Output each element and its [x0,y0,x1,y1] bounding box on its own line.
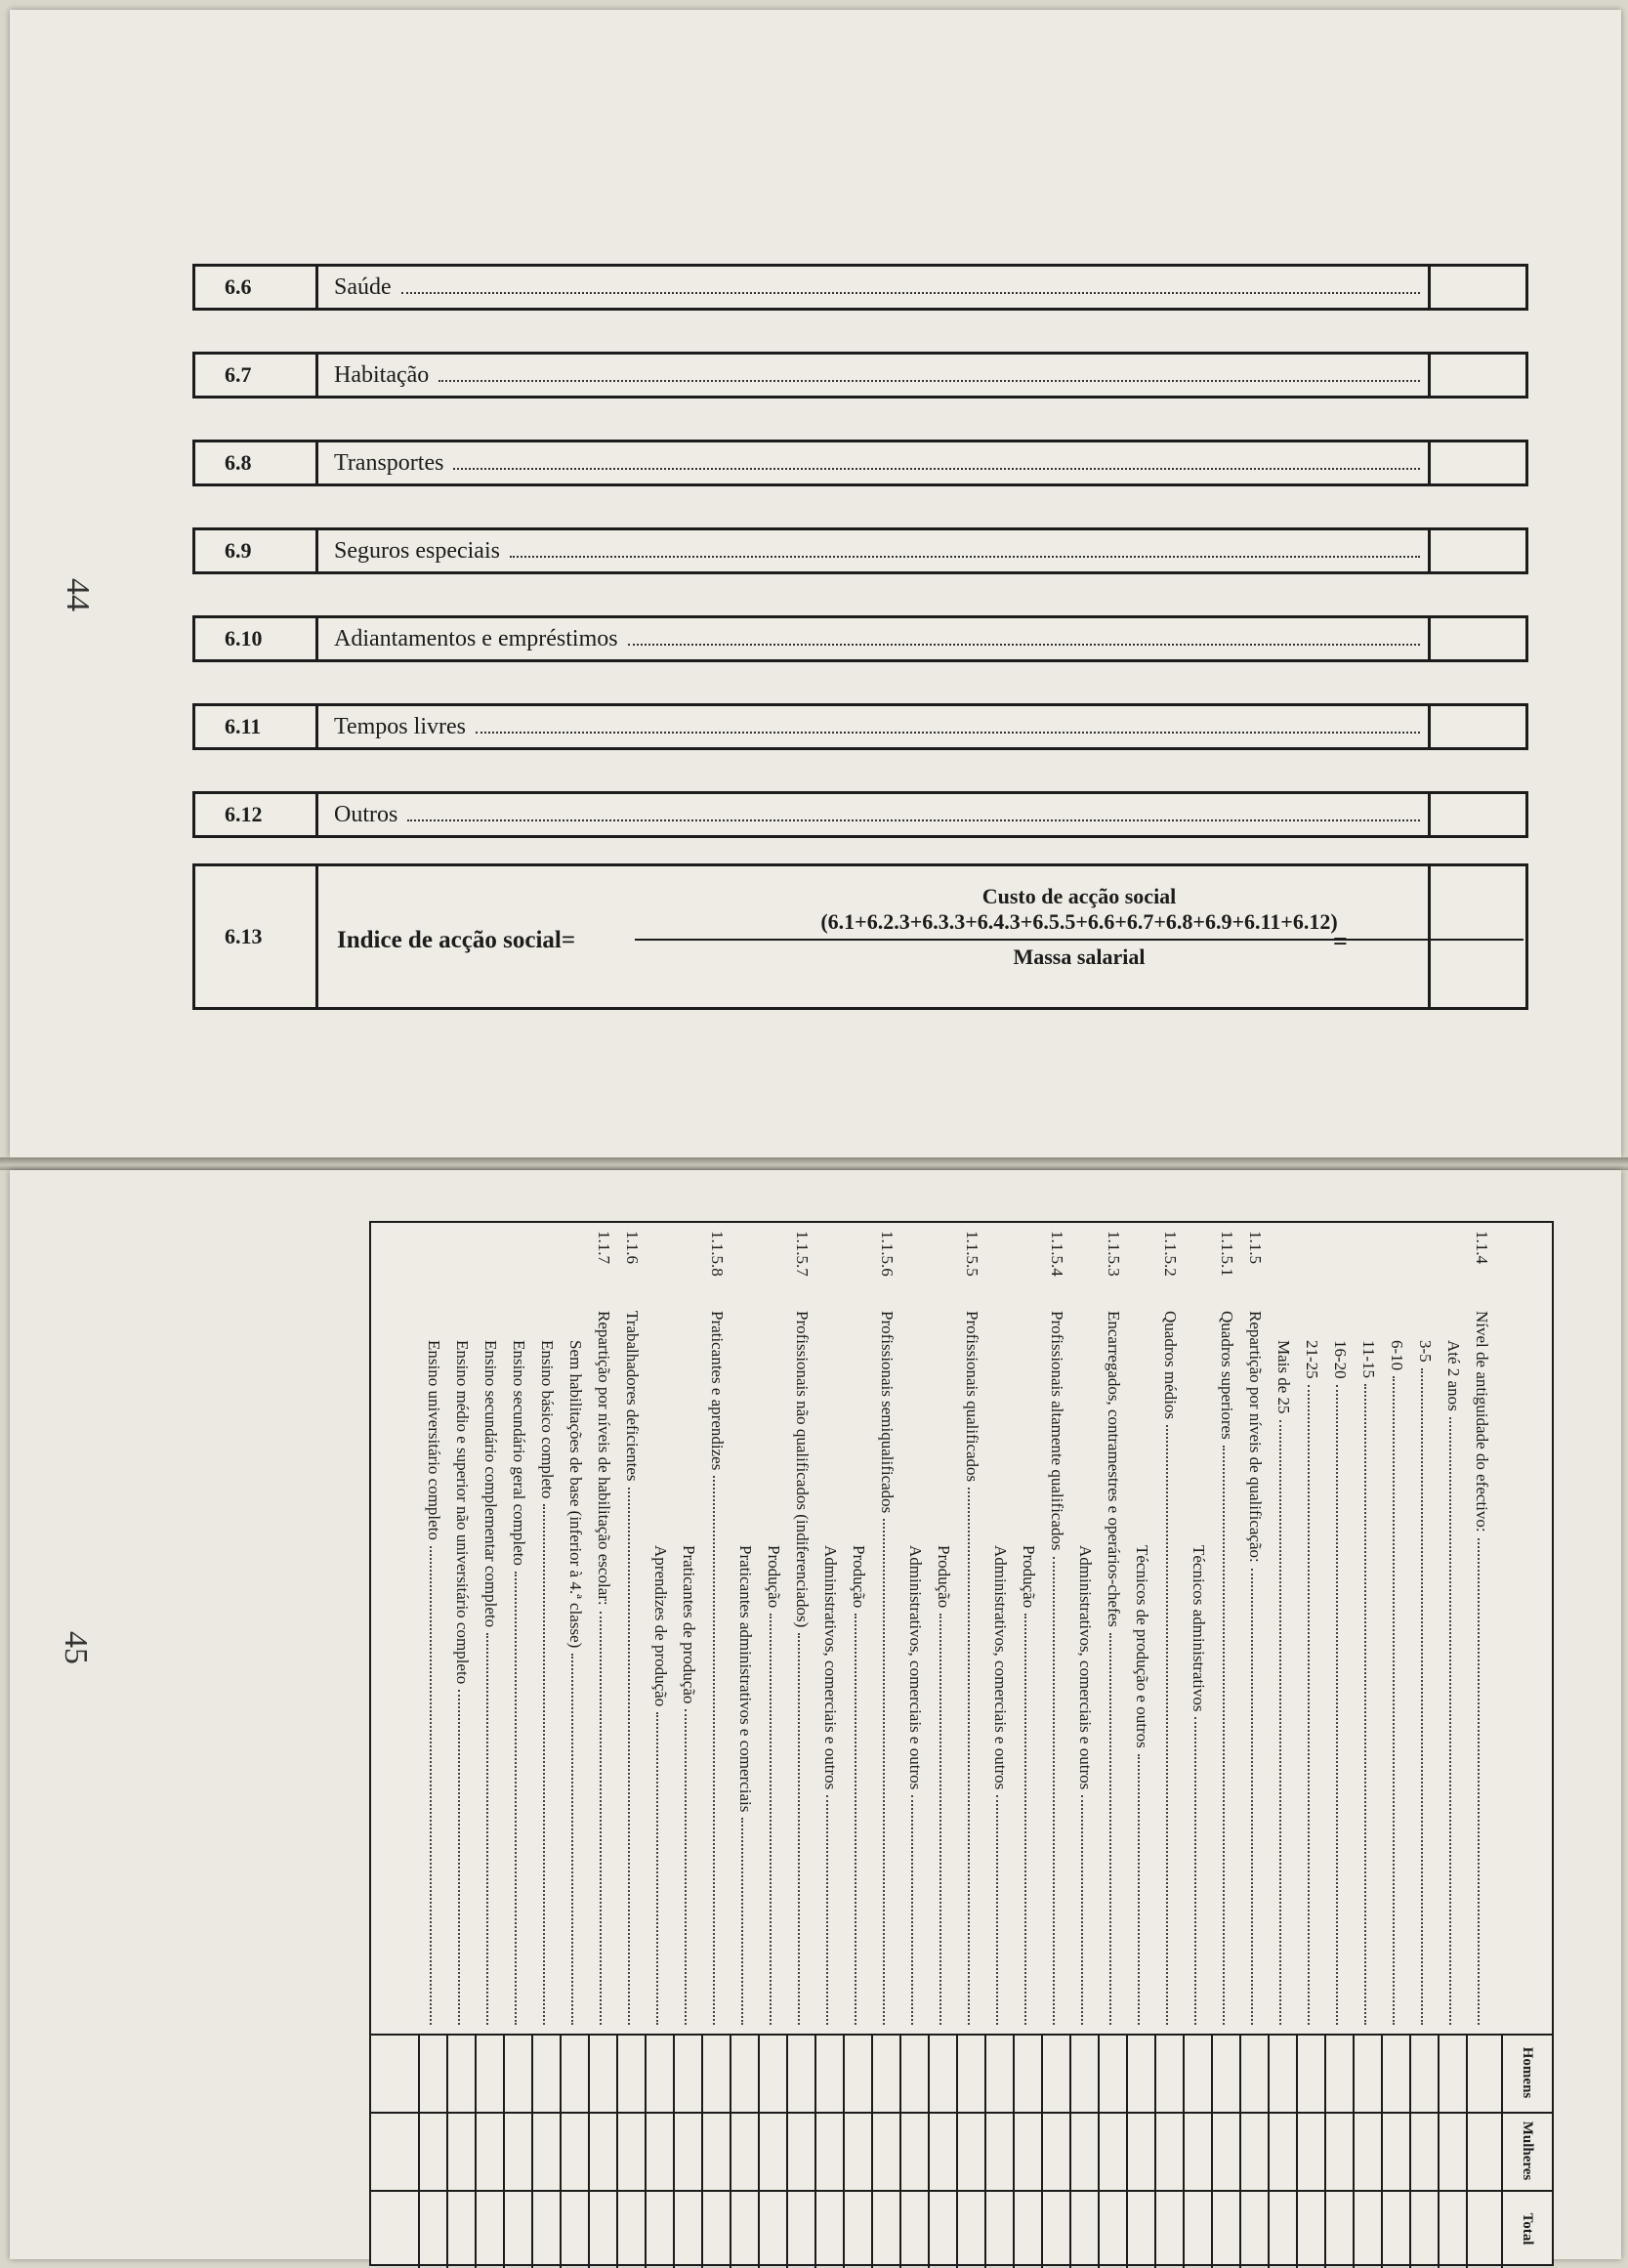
cell-divider [1239,2034,1241,2268]
row-label-wrap [1273,1340,1293,2029]
row-number: 1.1.5.1 [1218,1231,1236,1277]
row-label-wrap [1387,1340,1406,2029]
row-label-wrap [537,1340,557,2029]
formula-equals: = [1333,927,1348,955]
row-label-wrap [480,1340,500,2029]
table-row [760,1223,785,2268]
row-label-wrap [334,530,1428,571]
row-number: 6.8 [195,442,318,483]
cell-divider [1154,2034,1156,2268]
row-label-wrap [1245,1311,1265,2029]
cell-divider [531,2034,533,2268]
table-row [647,1223,672,2268]
row-number: 1.1.5.3 [1105,1231,1123,1277]
table-row [703,1223,729,2268]
cell-divider [1381,2034,1383,2268]
row-label-wrap [735,1545,755,2029]
dot-leader [600,1612,613,2025]
dot-leader [855,1614,868,2025]
row-label-wrap [905,1545,925,2029]
dot-leader [1251,1569,1265,2025]
table-row [1185,1223,1210,2268]
dot-leader [453,442,1420,470]
row-label-wrap [334,267,1428,308]
row-label-wrap [594,1311,613,2029]
cell-divider [645,2034,647,2268]
cell-divider [418,2034,420,2268]
table-row [873,1223,898,2268]
table-row [1270,1223,1295,2268]
cell-divider [786,2034,788,2268]
table-row [477,1223,502,2268]
row-number: 6.7 [195,355,318,396]
row-label: Repartição por níveis de habilitação escolar: [595,1311,613,1606]
table-row [1411,1223,1437,2268]
table-row [1298,1223,1323,2268]
page-number-top: 44 [60,578,96,611]
dot-leader [1166,1425,1180,2025]
row-label: Outros [334,802,398,827]
row-number: 6.13 [195,866,318,1007]
cell-divider [616,2034,618,2268]
table-row [986,1223,1012,2268]
dot-leader [996,1795,1010,2025]
dot-leader [1478,1538,1491,2025]
value-box[interactable] [1428,442,1525,483]
row-label: Nível de antiguidade do efectivo: [1473,1311,1491,1533]
dot-leader [798,1633,812,2025]
row-label: Praticantes de produção [680,1545,698,1704]
table-row [901,1223,927,2268]
formula-fraction [635,884,1524,970]
row-label-wrap [565,1340,585,2029]
value-box[interactable] [1428,618,1525,659]
table-row [1071,1223,1097,2268]
row-label: 16-20 [1331,1340,1350,1379]
row-label-wrap [764,1545,783,2029]
table-row [448,1223,474,2268]
row-label-wrap [1443,1340,1463,2029]
row-label-wrap [334,355,1428,396]
row-label-wrap [1019,1545,1038,2029]
row-6-12 [192,791,1528,838]
cell-divider [1126,2034,1128,2268]
row-number: 1.1.5.6 [878,1231,897,1277]
cell-divider [1268,2034,1270,2268]
row-label: Ensino secundário geral completo [510,1340,528,1566]
dot-leader [430,1546,443,2025]
dot-leader [628,1488,642,2025]
row-label: Repartição por níveis de qualificação: [1246,1311,1265,1563]
row-label-wrap [1330,1340,1350,2029]
cell-divider [1041,2034,1043,2268]
dot-leader [515,1572,528,2025]
table-row [1156,1223,1182,2268]
row-label: Transportes [334,450,444,476]
row-label: Tempos livres [334,714,466,739]
row-label-wrap [1160,1311,1180,2029]
row-number: 1.1.5.7 [793,1231,812,1277]
row-label-wrap [962,1311,981,2029]
row-number: 6.6 [195,267,318,308]
row-number: 1.1.5.4 [1048,1231,1066,1277]
cell-divider [1409,2034,1411,2268]
dot-leader [1393,1376,1406,2025]
fraction-line [635,939,1524,941]
dot-leader [510,530,1420,558]
row-label-wrap [334,442,1428,483]
cell-divider [1069,2034,1071,2268]
row-6-11 [192,703,1528,750]
row-number: 1.1.5.5 [963,1231,981,1277]
row-label-wrap [334,618,1428,659]
cell-divider [928,2034,930,2268]
row-label: 21-25 [1303,1340,1321,1379]
dot-leader [486,1633,500,2025]
row-label: Praticantes e aprendizes [708,1311,727,1471]
dot-leader [476,706,1420,734]
row-label: Ensino básico completo [538,1340,557,1499]
dot-leader [628,618,1420,646]
row-label-wrap [934,1545,953,2029]
dot-leader [1336,1385,1350,2025]
row-label-wrap [877,1311,897,2029]
dot-leader [1109,1633,1123,2025]
cell-divider [673,2034,675,2268]
row-label: Administrativos, comerciais e outros [821,1545,840,1790]
row-label: Profissionais altamente qualificados [1048,1311,1066,1551]
cell-divider [1211,2034,1213,2268]
row-label: Praticantes administrativos e comerciais [736,1545,755,1813]
row-label-wrap [424,1340,443,2029]
cell-divider [446,2034,448,2268]
table-row [1468,1223,1493,2268]
table-row [1100,1223,1125,2268]
staff-table [369,1221,1554,2266]
cell-divider [1438,2034,1440,2268]
cell-divider [956,2034,958,2268]
row-label-wrap [849,1545,868,2029]
row-label-wrap [1217,1311,1236,2029]
row-label-wrap [1472,1311,1491,2029]
row-label: Produção [765,1545,783,1609]
row-number: 6.10 [195,618,318,659]
dot-leader [438,355,1420,382]
row-label: 3-5 [1416,1340,1435,1363]
row-number: 1.1.4 [1473,1231,1491,1264]
row-number: 1.1.6 [623,1231,642,1264]
row-label: Administrativos, comerciais e outros [1076,1545,1095,1790]
dot-leader [543,1504,557,2025]
header-mulheres: Mulheres [1520,2121,1535,2181]
value-box[interactable] [1428,530,1525,571]
table-row [1440,1223,1465,2268]
row-label-wrap [1047,1311,1066,2029]
value-box[interactable] [1428,866,1525,1007]
staff-table-rotated [369,1221,1554,2266]
table-row [958,1223,983,2268]
row-label: Profissionais não qualificados (indiferenciados) [793,1311,812,1628]
row-label-wrap [452,1340,472,2029]
row-label: Técnicos de produção e outros [1133,1545,1151,1748]
row-label: Trabalhadores deficientes [623,1311,642,1482]
row-label: Até 2 anos [1444,1340,1463,1411]
row-number: 6.12 [195,794,318,835]
table-row [1213,1223,1238,2268]
value-box[interactable] [1428,355,1525,396]
cell-divider [503,2034,505,2268]
row-label-wrap [334,794,1428,835]
row-label: Habitação [334,362,430,388]
row-label-wrap [707,1311,727,2029]
row-label: Técnicos administrativos [1190,1545,1208,1712]
table-row [533,1223,559,2268]
dot-leader [458,1690,472,2025]
table-row [618,1223,644,2268]
row-label-wrap [650,1545,670,2029]
dot-leader [1364,1384,1378,2025]
table-row [1326,1223,1352,2268]
row-label: Administrativos, comerciais e outros [991,1545,1010,1790]
row-label-wrap [1302,1340,1321,2029]
value-box[interactable] [1428,794,1525,835]
dot-leader [1223,1446,1236,2025]
dot-leader [939,1614,953,2025]
dot-leader [968,1488,981,2025]
row-number: 6.11 [195,706,318,747]
dot-leader [883,1519,897,2025]
table-row [562,1223,587,2268]
table-row [930,1223,955,2268]
cell-divider [758,2034,760,2268]
dot-leader [1081,1795,1095,2025]
row-number: 1.1.7 [595,1231,613,1264]
dot-leader [1024,1614,1038,2025]
row-label-wrap [334,706,1428,747]
book-spine [0,1157,1628,1170]
row-label-wrap [509,1340,528,2029]
row-6-13 [192,863,1528,1010]
formula-numerator: Custo de acção social [981,884,1177,908]
dot-leader [911,1795,925,2025]
dot-leader [571,1654,585,2025]
header-homens: Homens [1520,2046,1535,2099]
dot-leader [1308,1385,1321,2025]
dot-leader [713,1476,727,2025]
row-number: 6.9 [195,530,318,571]
table-row [1241,1223,1267,2268]
row-6-8 [192,440,1528,486]
dot-leader [656,1712,670,2025]
table-row [845,1223,870,2268]
cell-divider [984,2034,986,2268]
dot-leader [1279,1420,1293,2025]
row-label-wrap [1415,1340,1435,2029]
row-label: Sem habilitações de base (inferior à 4.ª classe) [566,1340,585,1649]
cell-divider [1324,2034,1326,2268]
dot-leader [401,267,1420,294]
table-row [420,1223,445,2268]
row-label-wrap [679,1545,698,2029]
row-label: Quadros superiores [1218,1311,1236,1440]
table-row [505,1223,530,2268]
table-row [788,1223,814,2268]
header-total: Total [1520,2212,1535,2246]
table-row [731,1223,757,2268]
row-label: Administrativos, comerciais e outros [906,1545,925,1790]
cell-divider [730,2034,731,2268]
row-label: Ensino secundário complementar completo [481,1340,500,1628]
dot-leader [1194,1717,1208,2025]
cell-divider [814,2034,816,2268]
cell-divider [1098,2034,1100,2268]
cell-divider [588,2034,590,2268]
row-label-wrap [820,1545,840,2029]
table-row [1128,1223,1153,2268]
row-6-7 [192,352,1528,399]
cell-divider [871,2034,873,2268]
row-label: Ensino universitário completo [425,1340,443,1540]
table-row [816,1223,842,2268]
row-label: Adiantamentos e empréstimos [334,626,618,651]
cell-divider [899,2034,901,2268]
row-6-9 [192,527,1528,574]
row-label: Ensino médio e superior não universitário completo [453,1340,472,1685]
table-row [1383,1223,1408,2268]
row-label: Mais de 25 [1274,1340,1293,1414]
row-label: Quadros médios [1161,1311,1180,1419]
row-label: Encarregados, contramestres e operários-chefes [1105,1311,1123,1627]
row-label: 11-15 [1359,1340,1378,1379]
row-number: 1.1.5.2 [1161,1231,1180,1277]
dot-leader [1421,1368,1435,2025]
dot-leader [407,794,1420,821]
cell-divider [843,2034,845,2268]
cell-divider [475,2034,477,2268]
dot-leader [1449,1417,1463,2025]
row-number: 1.1.5.8 [708,1231,727,1277]
row-label: Aprendizes de produção [651,1545,670,1707]
row-label-wrap [1075,1545,1095,2029]
formula-denominator: Massa salarial [1013,945,1146,969]
row-number: 1.1.5 [1246,1231,1265,1264]
table-row [675,1223,700,2268]
table-row [1015,1223,1040,2268]
dot-leader [741,1818,755,2025]
cell-divider [1013,2034,1015,2268]
row-label-wrap [792,1311,812,2029]
dot-leader [826,1795,840,2025]
row-label: 6-10 [1388,1340,1406,1371]
cell-divider [1466,2034,1468,2268]
dot-leader [685,1709,698,2025]
row-label: Profissionais semiqualificados [878,1311,897,1514]
table-row [1043,1223,1068,2268]
dot-leader [1138,1754,1151,2025]
dot-leader [1053,1557,1066,2026]
row-label-wrap [1358,1340,1378,2029]
row-label-wrap [990,1545,1010,2029]
table-row [1355,1223,1380,2268]
formula-label: Indice de acção social= [337,927,576,953]
cell-divider [560,2034,562,2268]
row-label: Produção [1020,1545,1038,1609]
page-number-bottom: 45 [58,1631,94,1664]
row-label: Profissionais qualificados [963,1311,981,1483]
formula-sum: (6.1+6.2.3+6.3.3+6.4.3+6.5.5+6.6+6.7+6.8+6.9+6.11+6.12) [820,909,1338,934]
row-6-10 [192,615,1528,662]
row-label: Seguros especiais [334,538,500,564]
dot-leader [770,1614,783,2025]
table-row [590,1223,615,2268]
row-label: Saúde [334,274,392,300]
cell-divider [1296,2034,1298,2268]
row-label: Produção [935,1545,953,1609]
row-label-wrap [622,1311,642,2029]
cell-divider [1183,2034,1185,2268]
row-6-6 [192,264,1528,311]
cell-divider [701,2034,703,2268]
value-box[interactable] [1428,267,1525,308]
row-label: Produção [850,1545,868,1609]
value-box[interactable] [1428,706,1525,747]
row-label-wrap [1132,1545,1151,2029]
row-label-wrap [1104,1311,1123,2029]
row-label-wrap [1189,1545,1208,2029]
cell-divider [1353,2034,1355,2268]
